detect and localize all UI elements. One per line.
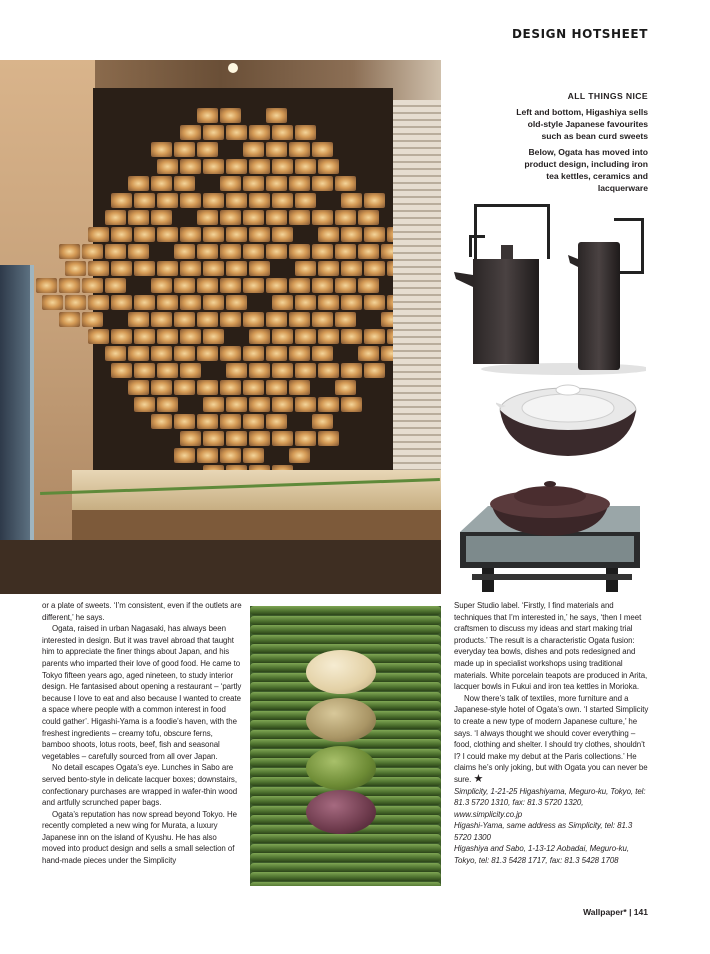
ceramic-bowl-photo	[496, 378, 640, 462]
page-folio: Wallpaper* | 141	[583, 907, 648, 917]
paragraph: Super Studio label. ‘Firstly, I find materials and techniques that I’m interested in,’ he says, ‘then I meet craftsmen to discuss my ideas and start making trial products.’ The result is a characteristic Ogata fusion: everyday tea bowls, dishes and pots redesigned and made up in specialist workshops using traditional materials. White porcelain teapots are produced in Arita, lacquer bowls in Fukui and iron tea kettles in Morioka.	[454, 601, 648, 692]
restaurant-interior-photo	[0, 60, 441, 594]
iron-kettles-photo	[446, 197, 646, 377]
end-mark-star-icon: ★	[473, 772, 484, 785]
paragraph: or a plate of sweets. ‘I’m consistent, even if the outlets are different,’ he says.	[42, 601, 242, 622]
paragraph: Ogata, raised in urban Nagasaki, has always been interested in design. But it was travel abroad that taught him to appreciate the finer things about Japan, and his parents who imparted their love of good food. He came to Tokyo fifteen years ago, aged nineteen, to study interior design. He fantasised about opening a restaurant – ‘partly because I love to eat and also because I wanted to create a space where people with a common interest in food could gather’. Higashi-Yama is a foodie’s haven, with the freshest ingredients – creamy tofu, obscure ferns, bamboo shoots, lotus roots, beef, fish and seasonal vegetables – carefully sourced from all over Japan.	[42, 624, 242, 761]
paragraph-text: Now there’s talk of textiles, more furniture and a Japanese-style hotel of Ogata’s own. ‘I started Simplicity to create a new type of modern Japanese culture,’ he says. ‘I always thought we should cover everything – food, clothing and shelter. I should try clothes, shouldn’t I? I could make my debut at the Paris collections.’ He claims he’s only joking, but with Ogata you can never be sure.	[454, 693, 649, 784]
article-column-left	[42, 600, 242, 867]
lacquer-bowl-tray-photo	[452, 470, 648, 594]
caption-heading: ALL THINGS NICE	[567, 91, 648, 101]
caption-text-left: Left and bottom, Higashiya sells old-style Japanese favourites such as bean curd sweets	[516, 107, 648, 141]
bean-curd-sweets-photo	[250, 606, 441, 886]
caption-text-below: Below, Ogata has moved into product design, including iron tea kettles, ceramics and lacquerware	[524, 147, 648, 193]
section-header: DESIGN HOTSHEET	[511, 27, 648, 41]
address-higashiya-sabo: Higashiya and Sabo, 1-13-12 Aobadai, Meguro-ku, Tokyo, tel: 81.3 5428 1717, fax: 81.3 5428 1708	[454, 844, 630, 866]
paragraph: Ogata’s reputation has now spread beyond Tokyo. He recently completed a new wing for Murata, a luxury Japanese inn on the island of Kyushu. He has also moved into product design and sells a small selection of hand-made pieces under the Simplicity	[42, 809, 237, 866]
address-simplicity: Simplicity, 1-21-25 Higashiyama, Meguro-ku, Tokyo, tel: 81.3 5720 1310, fax: 81.3 5720 1320, www.simplicity.co.jp	[454, 786, 646, 819]
paragraph: No detail escapes Ogata’s eye. Lunches in Sabo are served bento-style in delicate lacquer boxes; downstairs, confectionary purchases are wrapped in wafer-thin wood and artfully scrunched paper bags.	[42, 763, 238, 808]
photo-caption	[514, 90, 648, 198]
paragraph-with-end-mark	[454, 693, 650, 786]
address-higashi-yama: Higashi-Yama, same address as Simplicity, tel: 81.3 5720 1300	[454, 821, 633, 842]
article-column-right	[454, 600, 650, 867]
